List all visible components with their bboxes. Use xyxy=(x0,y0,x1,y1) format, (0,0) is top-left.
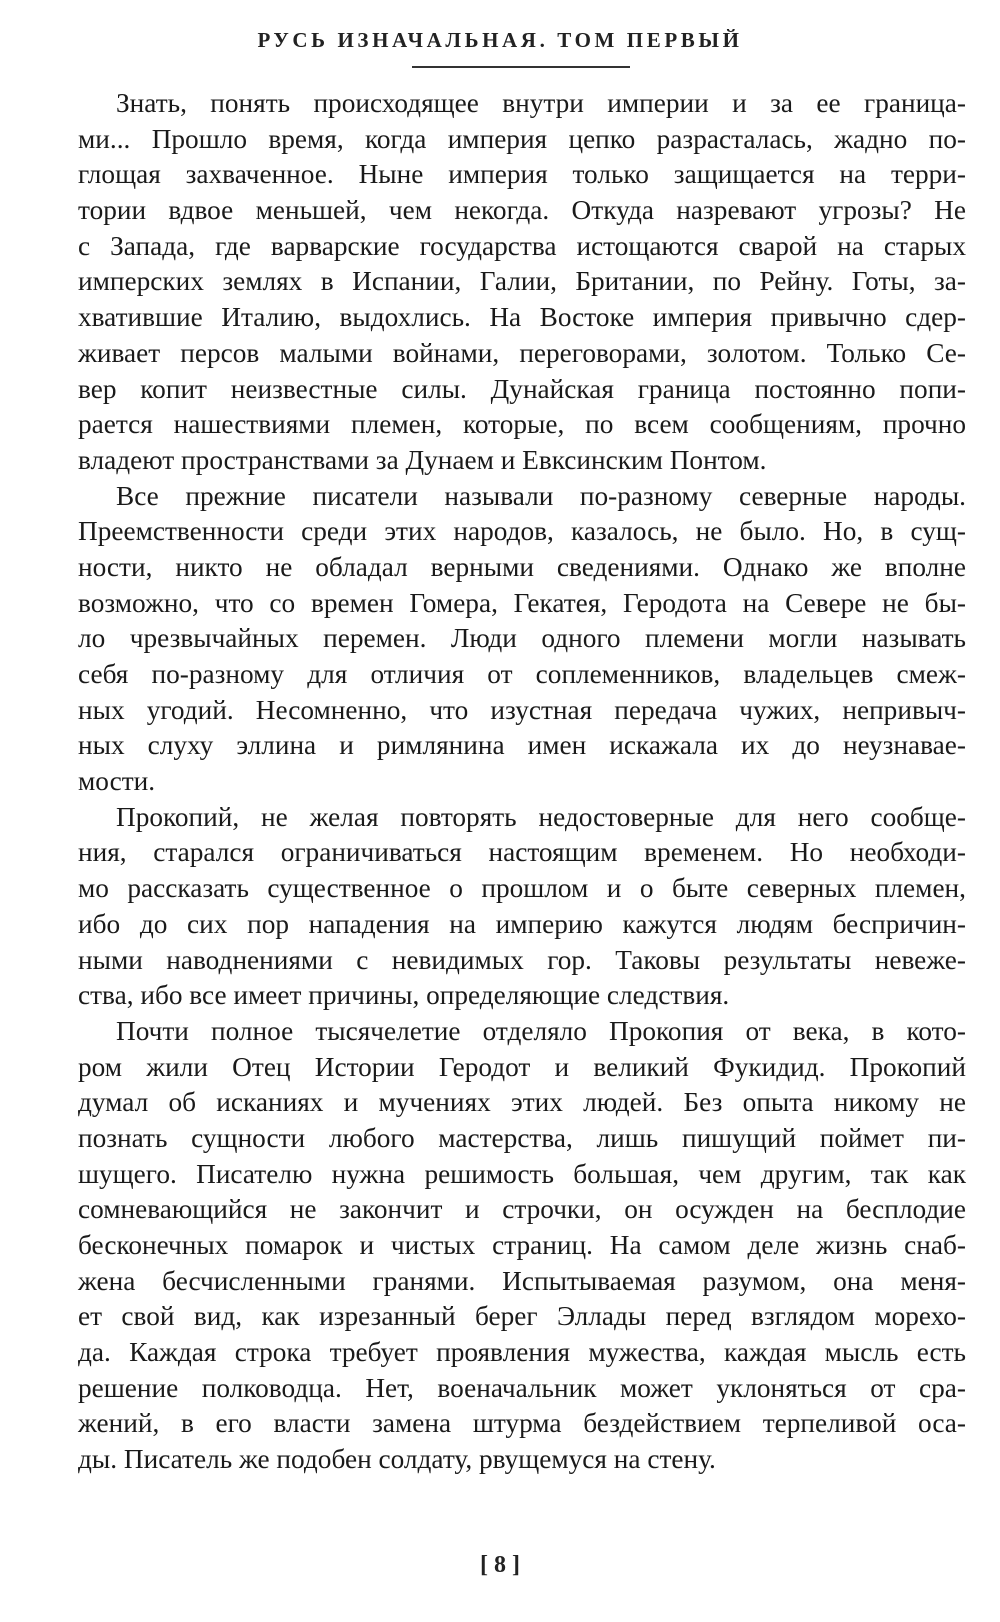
text-line: Преемственности среди этих народов, казалось, не было. Но, в сущ- xyxy=(78,516,966,547)
text-line: мо рассказать существенное о прошлом и о быте северных племен, xyxy=(78,873,966,904)
text-line: бесконечных помарок и чистых страниц. На самом деле жизнь снаб- xyxy=(78,1230,966,1260)
text-line: думал об исканиях и мучениях этих людей. Без опыта никому не xyxy=(78,1087,966,1118)
text-line: вер копит неизвестные силы. Дунайская граница постоянно попи- xyxy=(78,373,966,404)
text-line: тории вдвое меньшей, чем некогда. Откуда назревают угрозы? Не xyxy=(78,195,966,226)
text-line: познать сущности любого мастерства, лишь пишущий поймет пи- xyxy=(78,1122,966,1153)
body-text xyxy=(78,86,966,1478)
text-line: себя по-разному для отличия от соплеменников, владельцев смеж- xyxy=(78,659,966,689)
text-line: мости. xyxy=(78,766,156,797)
text-line: рается нашествиями племен, которые, по всем сообщениям, прочно xyxy=(78,409,966,440)
paragraph xyxy=(78,479,966,800)
text-line: решение полководца. Нет, военачальник может уклоняться от сра- xyxy=(78,1372,966,1403)
text-line: Прокопий, не желая повторять недостоверные для него сообще- xyxy=(116,801,966,832)
text-line: Знать, понять происходящее внутри империи и за ее граница- xyxy=(116,88,966,118)
text-line: ром жили Отец Истории Геродот и великий Фукидид. Прокопий xyxy=(78,1051,966,1082)
text-line: Все прежние писатели называли по-разному северные народы. xyxy=(116,480,966,511)
text-line: живает персов малыми войнами, переговорами, золотом. Только Се- xyxy=(78,337,966,368)
text-line: ибо до сих пор нападения на империю кажутся людям беспричин- xyxy=(78,908,966,939)
paragraph xyxy=(78,800,966,1014)
text-line: ния, старался ограничиваться настоящим временем. Но необходи- xyxy=(78,837,966,868)
text-line: ности, никто не обладал верными сведениями. Однако же вполне xyxy=(78,551,966,582)
page-number: [ 8 ] xyxy=(480,1552,520,1578)
text-line: сомневающийся не закончит и строчки, он осужден на бесплодие xyxy=(78,1194,966,1225)
text-line: ными наводнениями с невидимых гор. Таковы результаты невеже- xyxy=(78,944,966,975)
text-line: хватившие Италию, выдохлись. На Востоке империя привычно сдер- xyxy=(78,302,966,333)
text-line: да. Каждая строка требует проявления мужества, каждая мысль есть xyxy=(78,1337,966,1368)
running-header-title: РУСЬ ИЗНАЧАЛЬНАЯ. ТОМ ПЕРВЫЙ xyxy=(257,28,743,52)
text-line: с Запада, где варварские государства истощаются сварой на старых xyxy=(78,230,966,261)
text-line: возможно, что со времен Гомера, Гекатея, Геродота на Севере не бы- xyxy=(78,587,966,618)
text-line: шущего. Писателю нужна решимость большая, чем другим, так как xyxy=(78,1158,966,1189)
text-line: ми... Прошло время, когда империя цепко разрасталась, жадно по- xyxy=(78,123,966,154)
paragraph xyxy=(78,86,966,479)
text-line: Почти полное тысячелетие отделяло Прокопия от века, в кото- xyxy=(116,1015,966,1046)
text-line: владеют пространствами за Дунаем и Евксинским Понтом. xyxy=(78,444,767,475)
text-line: ло чрезвычайных перемен. Люди одного племени могли называть xyxy=(78,623,966,654)
text-line: ет свой вид, как изрезанный берег Эллады перед взглядом морехо- xyxy=(78,1301,966,1332)
header-rule-divider xyxy=(412,66,630,68)
text-line: глощая захваченное. Ныне империя только защищается на терри- xyxy=(78,159,966,190)
text-line: жений, в его власти замена штурма бездействием терпеливой оса- xyxy=(78,1408,966,1439)
text-line: ства, ибо все имеет причины, определяющие следствия. xyxy=(78,980,730,1011)
text-line: ных угодий. Несомненно, что изустная передача чужих, непривыч- xyxy=(78,694,966,725)
paragraph xyxy=(78,1014,966,1478)
text-line: жена бесчисленными гранями. Испытываемая разумом, она меня- xyxy=(78,1265,966,1296)
text-line: ды. Писатель же подобен солдату, рвущемуся на стену. xyxy=(78,1444,716,1475)
text-line: имперских землях в Испании, Галии, Британии, по Рейну. Готы, за- xyxy=(78,266,966,297)
text-line: ных слуху эллина и римлянина имен искажала их до неузнавае- xyxy=(78,730,966,761)
